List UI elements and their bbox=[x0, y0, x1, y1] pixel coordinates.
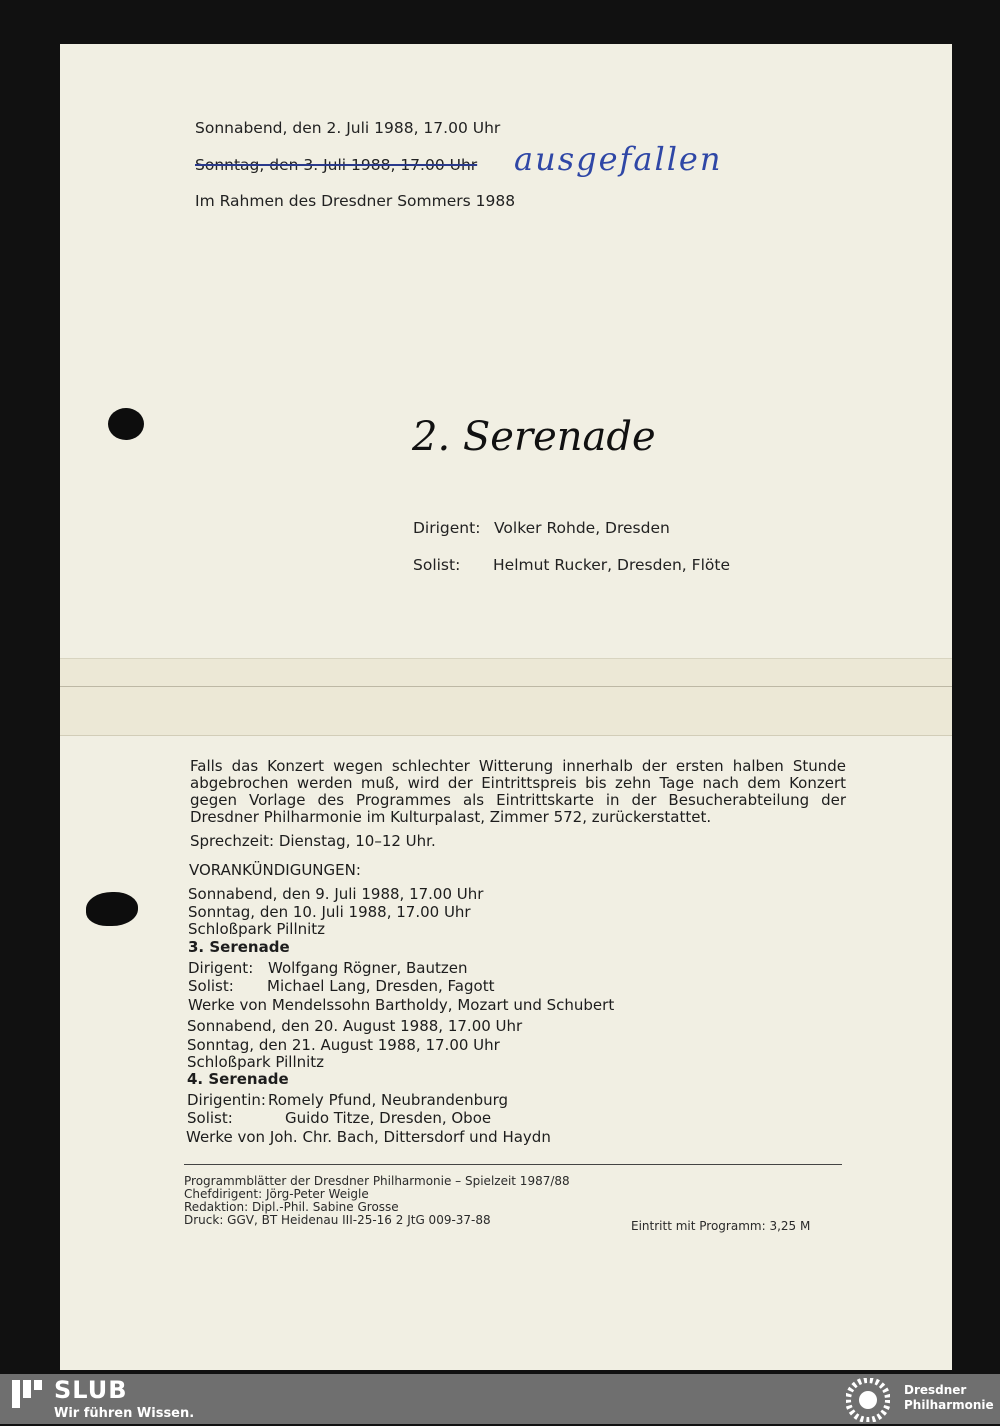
soloist-value: Helmut Rucker, Dresden, Flöte bbox=[493, 556, 730, 574]
event-2-conductor-value: Romely Pfund, Neubrandenburg bbox=[268, 1091, 509, 1109]
colophon-line-3: Redaktion: Dipl.-Phil. Sabine Grosse bbox=[184, 1200, 399, 1214]
office-hours: Sprechzeit: Dienstag, 10–12 Uhr. bbox=[190, 832, 436, 850]
colophon-line-4: Druck: GGV, BT Heidenau III-25-16 2 JtG 009-37-88 bbox=[184, 1213, 491, 1227]
event-1-conductor-value: Wolfgang Rögner, Bautzen bbox=[268, 959, 468, 977]
event-1-date-1: Sonnabend, den 9. Juli 1988, 17.00 Uhr bbox=[188, 885, 484, 903]
slub-logo-icon bbox=[12, 1380, 42, 1408]
admission-price: Eintritt mit Programm: 3,25 M bbox=[631, 1219, 811, 1233]
library-slogan: Wir führen Wissen. bbox=[54, 1406, 195, 1421]
soloist-label: Solist: bbox=[413, 556, 461, 574]
event-2-conductor-label: Dirigentin: bbox=[187, 1091, 266, 1109]
philharmonie-logo-icon bbox=[846, 1378, 890, 1422]
date-line-1: Sonnabend, den 2. Juli 1988, 17.00 Uhr bbox=[195, 119, 501, 137]
event-1-date-2: Sonntag, den 10. Juli 1988, 17.00 Uhr bbox=[188, 903, 471, 921]
partner-name-line-1: Dresdner bbox=[904, 1383, 967, 1397]
colophon-line-2: Chefdirigent: Jörg-Peter Weigle bbox=[184, 1187, 369, 1201]
event-2-date-2: Sonntag, den 21. August 1988, 17.00 Uhr bbox=[187, 1036, 500, 1054]
handwritten-note: ausgefallen bbox=[514, 140, 723, 178]
event-2-soloist-value: Guido Titze, Dresden, Oboe bbox=[285, 1109, 492, 1127]
conductor-label: Dirigent: bbox=[413, 519, 481, 537]
punch-hole-top bbox=[108, 408, 144, 440]
adhesive-tape-strip bbox=[60, 658, 952, 736]
page-title: 2. Serenade bbox=[412, 414, 656, 460]
colophon-line-1: Programmblätter der Dresdner Philharmonie – Spielzeit 1987/88 bbox=[184, 1174, 570, 1188]
event-1-conductor-label: Dirigent: bbox=[188, 959, 254, 977]
tape-fold-line bbox=[60, 686, 952, 687]
event-2-works: Werke von Joh. Chr. Bach, Dittersdorf und Haydn bbox=[186, 1128, 551, 1146]
event-2-title: 4. Serenade bbox=[187, 1070, 289, 1088]
announcements-heading: VORANKÜNDIGUNGEN: bbox=[189, 861, 361, 879]
event-1-venue: Schloßpark Pillnitz bbox=[188, 920, 326, 938]
event-1-title: 3. Serenade bbox=[188, 938, 290, 956]
event-1-soloist-value: Michael Lang, Dresden, Fagott bbox=[267, 977, 495, 995]
event-1-works: Werke von Mendelssohn Bartholdy, Mozart und Schubert bbox=[188, 996, 615, 1014]
date-line-2-cancelled: Sonntag, den 3. Juli 1988, 17.00 Uhr bbox=[195, 156, 478, 174]
weather-notice: Falls das Konzert wegen schlechter Witterung innerhalb der ersten halben Stunde abgebrochen werden muß, wird der Eintrittspreis bis zehn Tage nach dem Konzert gegen Vorlage des Programmes als Eintrittskarte in der Besucherabteilung der Dresdner Philharmonie im Kulturpalast, Zimmer 572, zurückerstattet. bbox=[190, 757, 846, 826]
event-1-soloist-label: Solist: bbox=[188, 977, 234, 995]
event-2-venue: Schloßpark Pillnitz bbox=[187, 1053, 325, 1071]
archive-footer bbox=[0, 1374, 1000, 1424]
event-2-date-1: Sonnabend, den 20. August 1988, 17.00 Uhr bbox=[187, 1017, 523, 1035]
conductor-value: Volker Rohde, Dresden bbox=[494, 519, 670, 537]
context-line: Im Rahmen des Dresdner Sommers 1988 bbox=[195, 192, 516, 210]
punch-hole-bottom bbox=[86, 892, 138, 926]
partner-name-line-2: Philharmonie bbox=[904, 1398, 994, 1412]
event-2-soloist-label: Solist: bbox=[187, 1109, 233, 1127]
library-name: SLUB bbox=[54, 1376, 128, 1404]
colophon-divider bbox=[184, 1164, 842, 1165]
